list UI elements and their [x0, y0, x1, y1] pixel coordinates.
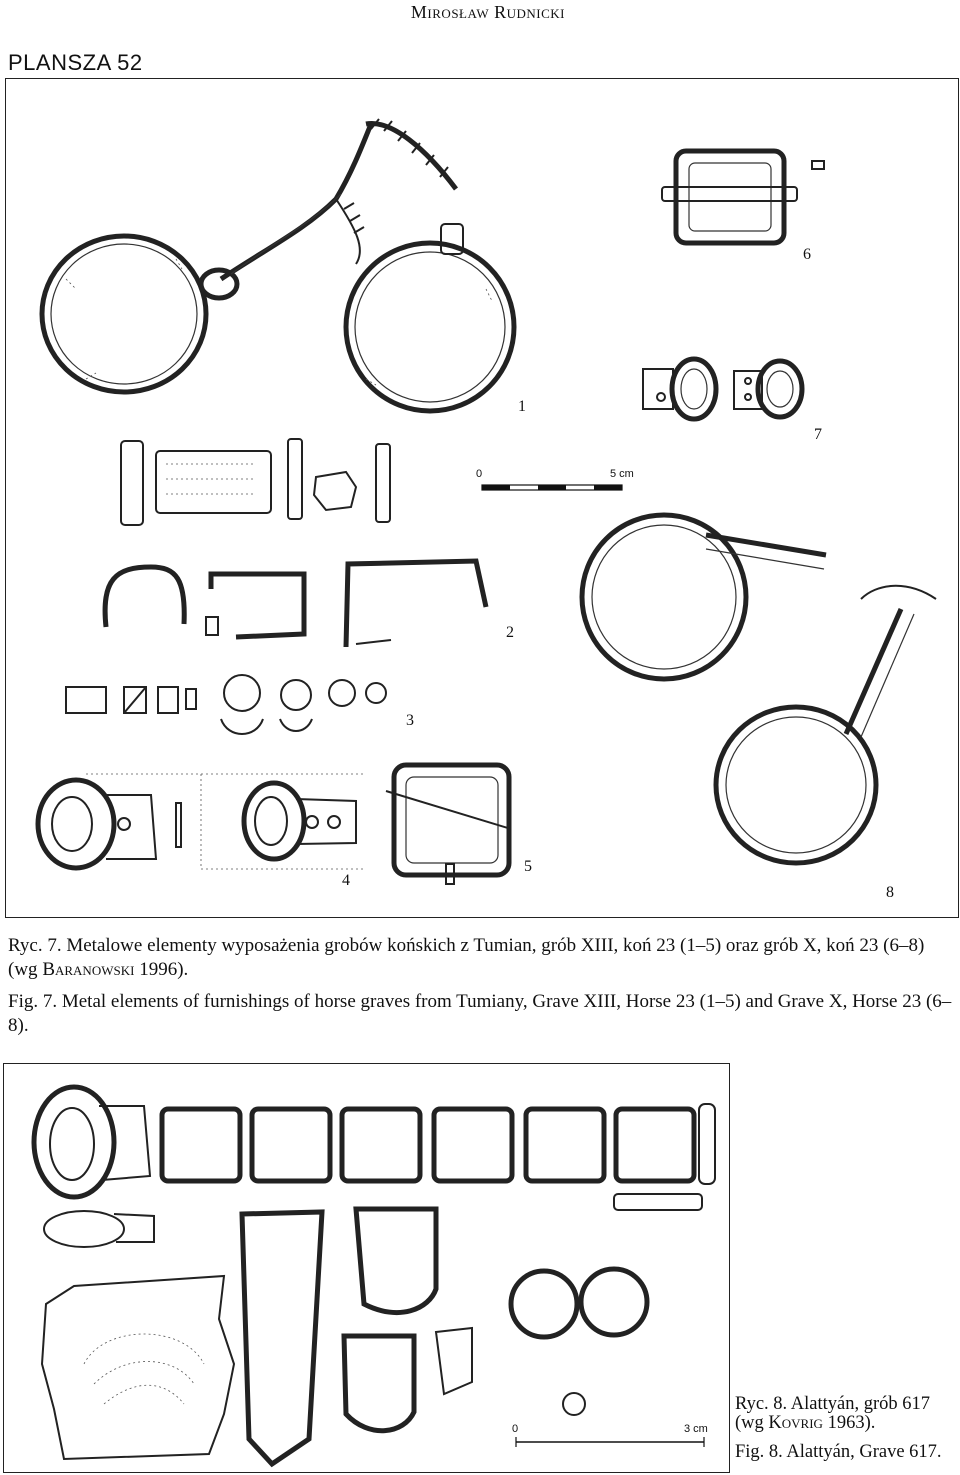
figure-7-scale-end: 5 cm [610, 468, 634, 480]
figure-7-number-1: 1 [518, 398, 526, 415]
caption-pl-author: Baranowski [42, 959, 135, 980]
figure-7-number-8: 8 [886, 884, 894, 901]
figure-7-number-3: 3 [406, 712, 414, 729]
caption-pl-year: 1996). [134, 959, 189, 980]
fig8-caption-prefix: (wg [735, 1413, 769, 1433]
figure-8-caption [735, 1395, 957, 1462]
figure-8-illustration [4, 1064, 729, 1472]
figure-7-number-7: 7 [814, 426, 822, 443]
item-2-strap-fittings [105, 439, 486, 647]
figure-7-number-6: 6 [803, 246, 811, 263]
item-3-rivets [66, 675, 386, 734]
figure-8-scale-end: 3 cm [684, 1423, 708, 1435]
item-7-small-buckles [643, 359, 802, 419]
item-4-decorated-buckles [38, 774, 366, 869]
fig8-bead [563, 1393, 585, 1415]
fig8-square-plaques [162, 1104, 715, 1184]
figure-7-number-2: 2 [506, 624, 514, 641]
item-5-square-buckle [386, 765, 511, 884]
figure-8-caption-english: Fig. 8. Alattyán, Grave 617. [735, 1442, 942, 1462]
plate-title: PLANSZA 52 [8, 50, 143, 75]
figure-8-scale-start: 0 [512, 1423, 519, 1435]
fig8-strap-end [242, 1212, 322, 1464]
fig8-ring-left [511, 1271, 577, 1337]
figure-8-caption-pl-line2 [735, 1414, 957, 1433]
caption-pl-text: Ryc. 7. Metalowe elementy wyposażenia grobów końskich z Tumian, grób XIII, koń 23 (1–5) oraz grób X, koń 23 (6–8) (wg [8, 935, 925, 980]
figure-8-scale-bar [512, 1423, 708, 1447]
figure-7-number-4: 4 [342, 872, 350, 889]
figure-7-scale-start: 0 [476, 468, 483, 480]
figure-7-caption-english: Fig. 7. Metal elements of furnishings of horse graves from Tumiany, Grave XIII, Horse 23 (1–5) and Grave X, Horse 23 (6–8). [8, 991, 952, 1036]
fig8-ring-right [581, 1269, 647, 1335]
fig8-caption-author: Kovrig [768, 1413, 823, 1433]
item-8-snaffle-bit [582, 515, 936, 863]
figure-7-drawing [5, 78, 959, 918]
figure-7-caption-polish [8, 934, 953, 982]
page-header-author: Mirosław Rudnicki [410, 2, 565, 22]
fig8-sheet-fragment [42, 1276, 234, 1459]
fig8-bar-mount [614, 1194, 702, 1210]
figure-8-caption-pl-line1: Ryc. 8. Alattyán, grób 617 [735, 1394, 931, 1414]
figure-7-number-5: 5 [524, 858, 532, 875]
item-6-buckle [662, 151, 824, 243]
fig8-caption-year: 1963). [822, 1413, 876, 1433]
fig8-large-buckle [34, 1087, 154, 1247]
figure-7-illustration [6, 79, 958, 917]
item-1-snaffle-bit [42, 119, 514, 411]
fig8-shield-pendant [356, 1209, 436, 1313]
fig8-small-pendant [344, 1336, 414, 1431]
figure-7-scale-bar [476, 468, 634, 490]
figure-8-drawing [3, 1063, 730, 1473]
